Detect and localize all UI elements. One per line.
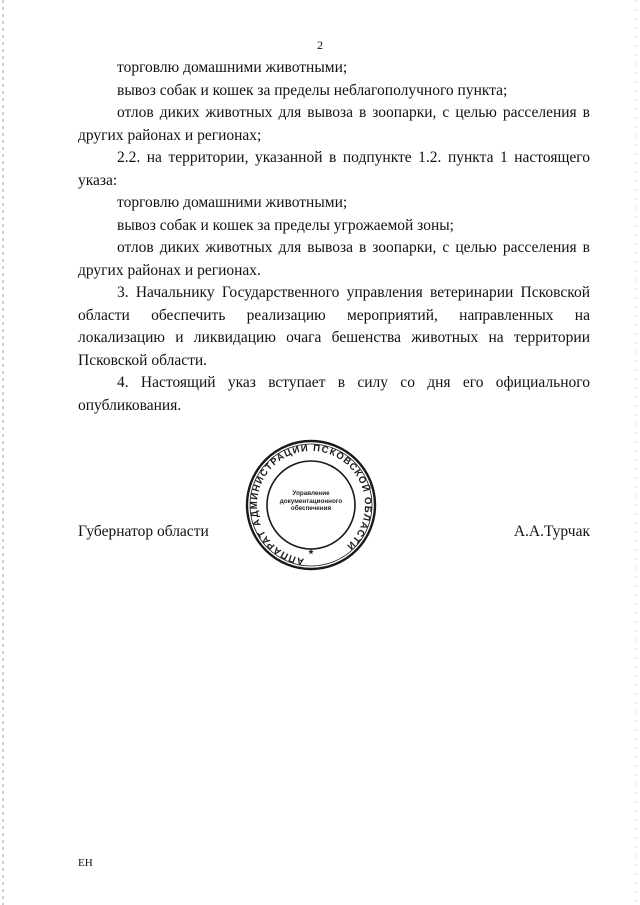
body-paragraph: торговлю домашними животными; — [117, 194, 348, 211]
page-number: 2 — [317, 38, 323, 52]
body-paragraph: отлов диких животных для вывоза в зоопарки, с целью расселения в других районах и регионах; — [78, 104, 590, 144]
stamp-center-line: документационного — [279, 497, 343, 505]
body-paragraph: вывоз собак и кошек за пределы угрожаемой зоны; — [117, 216, 454, 234]
stamp-center-line: обеспечения — [290, 505, 332, 512]
signatory-name: А.А.Турчак — [513, 523, 590, 540]
stamp-center-line: Управление — [292, 490, 330, 497]
scan-edge-left — [2, 0, 4, 905]
footer-code: ЕН — [78, 857, 93, 869]
stamp-star: * — [308, 547, 314, 561]
body-paragraph: торговлю домашними животными; — [117, 59, 348, 76]
body-paragraph: 2.2. на территории, указанной в подпункте 1.2. пункта 1 настоящего указа: — [78, 149, 590, 189]
official-stamp — [244, 438, 378, 572]
body-paragraph: 4. Настоящий указ вступает в силу со дня его официального опубликования. — [78, 374, 590, 414]
signatory-position: Губернатор области — [78, 523, 209, 540]
body-paragraph: вывоз собак и кошек за пределы неблагополучного пункта; — [117, 81, 508, 99]
body-paragraph: отлов диких животных для вывоза в зоопарки, с целью расселения в других районах и регионах. — [78, 239, 590, 279]
stamp-center-text — [274, 490, 348, 513]
document-body — [78, 57, 590, 417]
stamp-ring-text: АППАРАТ АДМИНИСТРАЦИИ ПСКОВСКОЙ ОБЛАСТИ — [248, 442, 374, 567]
scan-edge-right — [636, 0, 637, 905]
body-paragraph: 3. Начальнику Государственного управления ветеринарии Псковской области обеспечить реализацию мероприятий, направленных на локализацию и ликвидацию очага бешенства животных на территории Псковской области. — [78, 284, 590, 369]
